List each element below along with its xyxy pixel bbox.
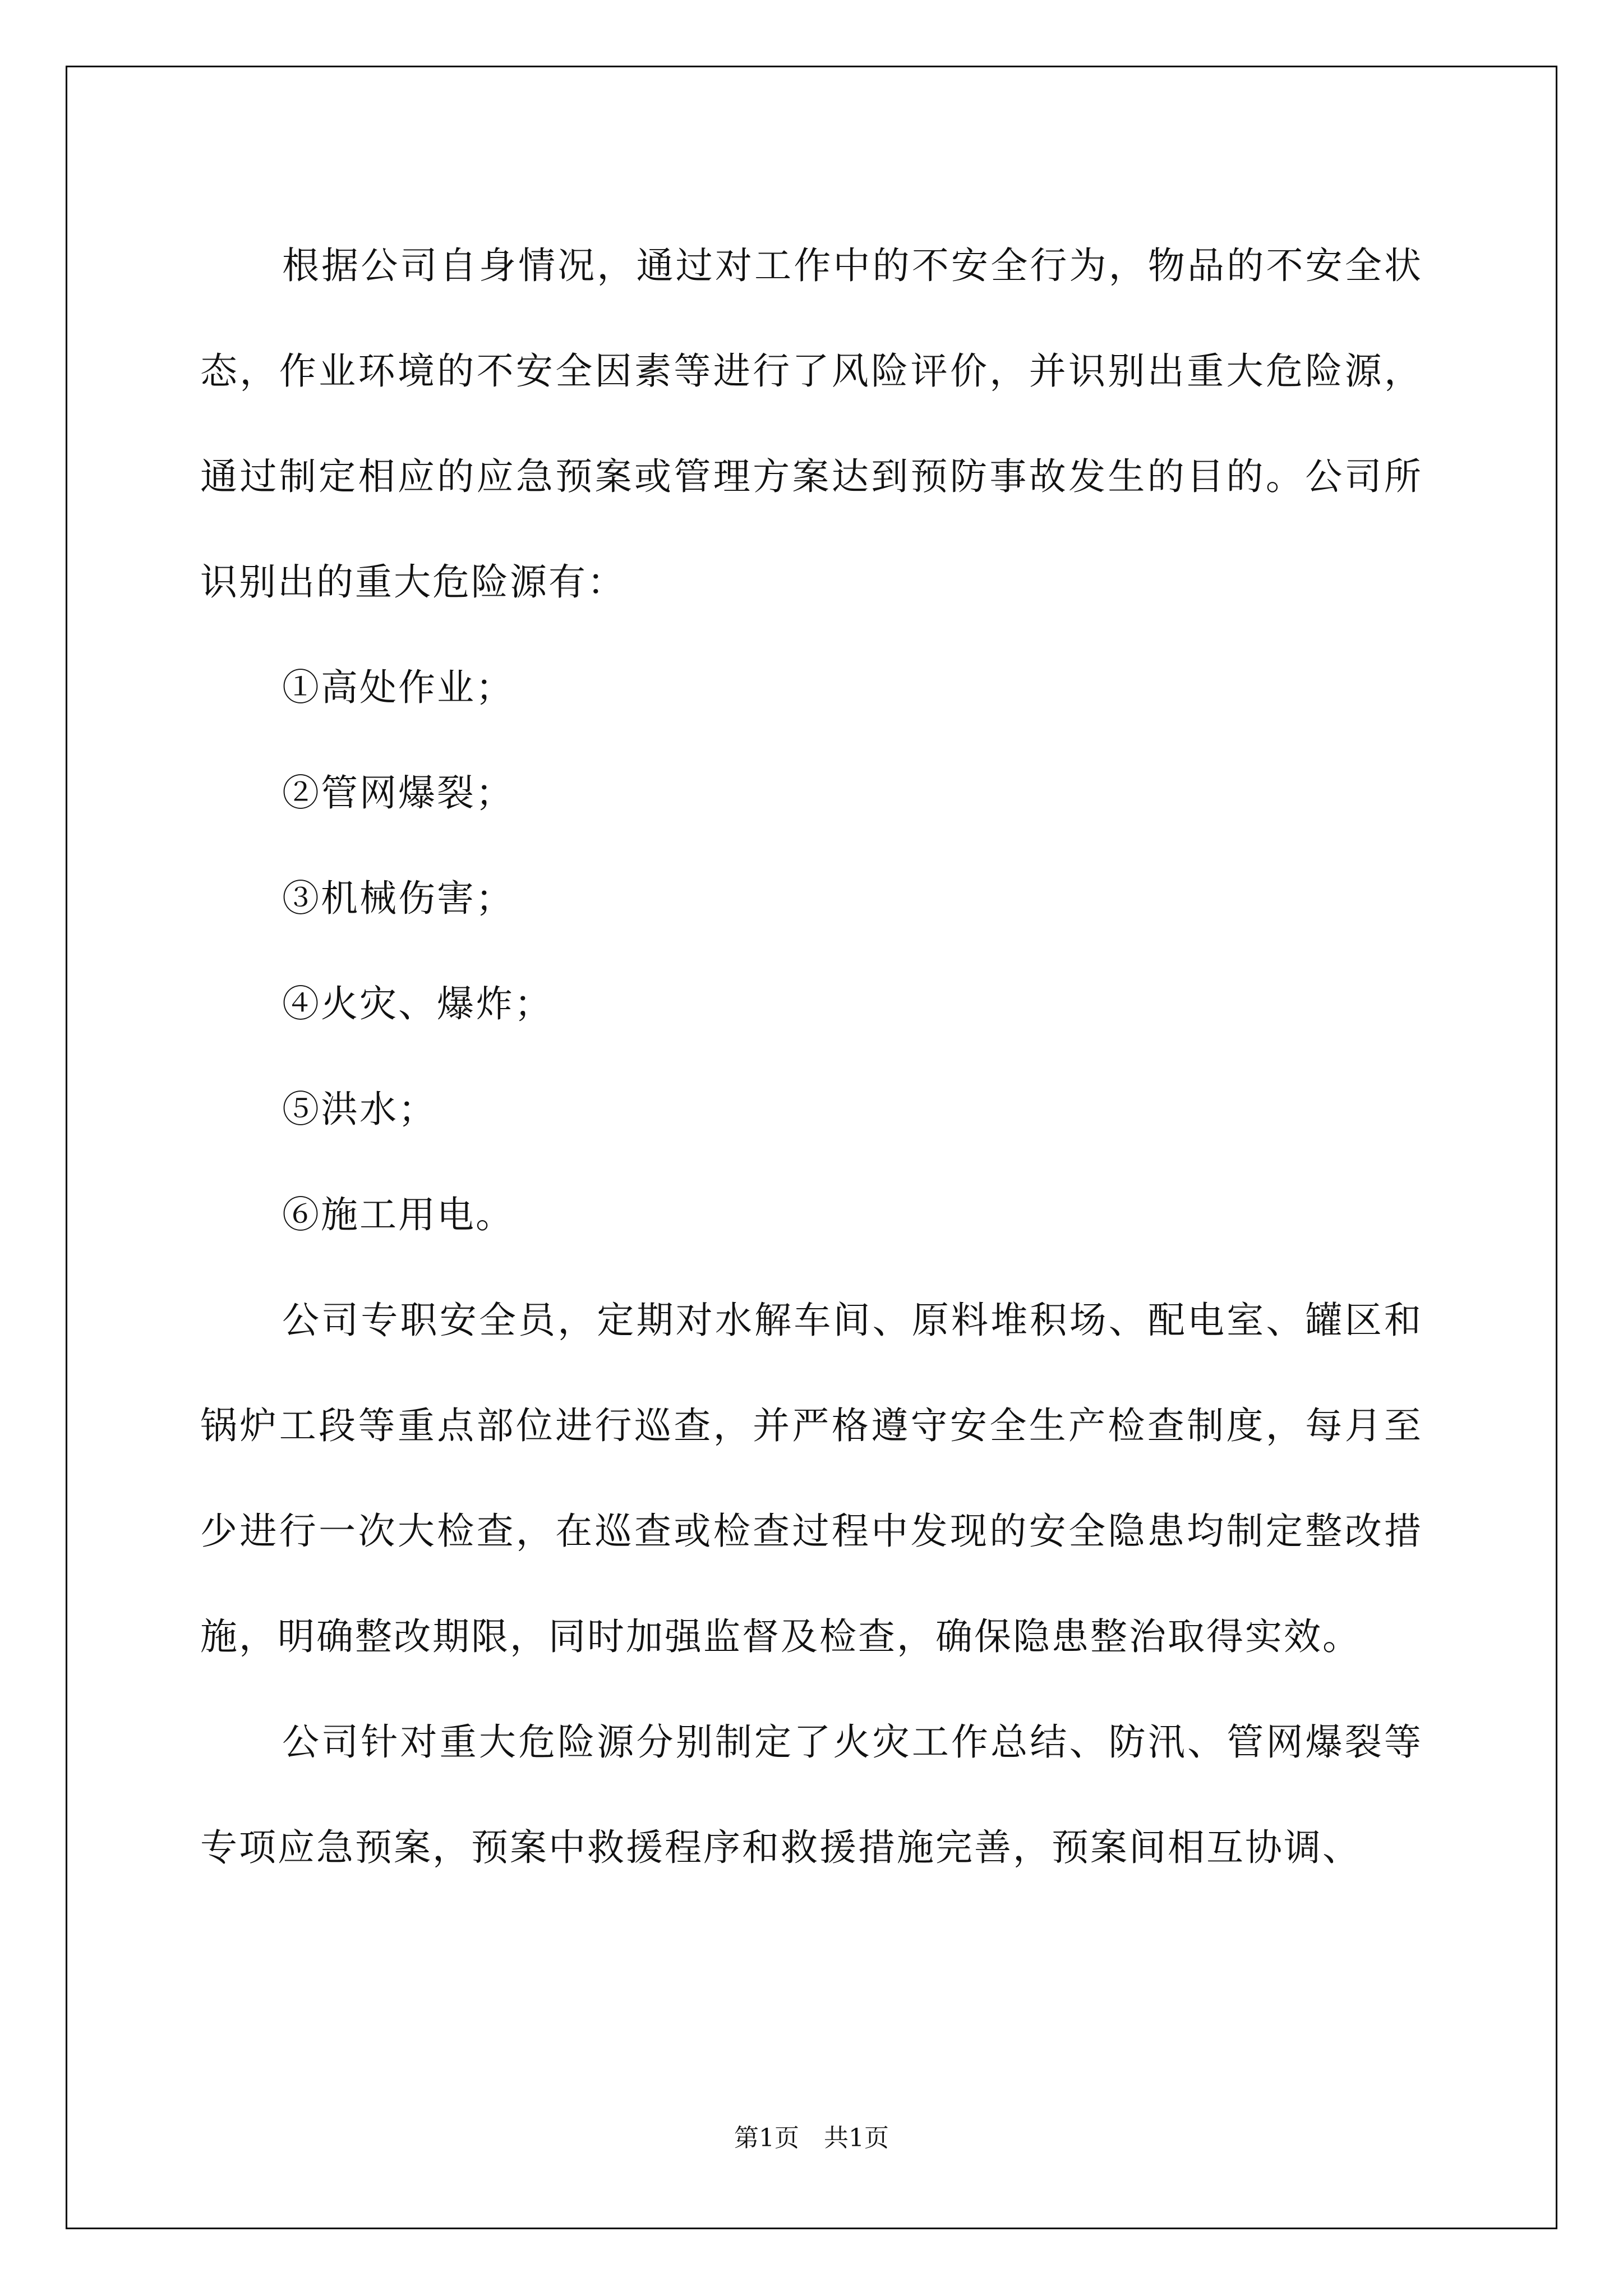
list-item-hazard-2: ②管网爆裂； bbox=[282, 771, 514, 815]
list-item-hazard-1: ①高处作业； bbox=[282, 666, 514, 709]
page-footer: 第1页 共1页 bbox=[734, 2124, 889, 2152]
paragraph-risk-assessment: 根据公司自身情况，通过对工作中的不安全行为，物品的不安全状态，作业环境的不安全因素等进行了风险评价，并识别出重大危险源，通过制定相应的应急预案或管理方案达到预防事故发生的目的。公司所识别出的重大危险源有： bbox=[200, 244, 1423, 604]
paragraph-emergency-plans: 公司针对重大危险源分别制定了火灾工作总结、防汛、管网爆裂等专项应急预案，预案中救援程序和救援措施完善，预案间相互协调、 bbox=[200, 1720, 1423, 1869]
document-body bbox=[200, 213, 1423, 1901]
list-item-hazard-4: ④火灾、爆炸； bbox=[282, 982, 553, 1025]
list-item-hazard-3: ③机械伤害； bbox=[282, 877, 514, 920]
paragraph-inspection: 公司专职安全员，定期对水解车间、原料堆积场、配电室、罐区和锅炉工段等重点部位进行巡查，并严格遵守安全生产检查制度，每月至少进行一次大检查，在巡查或检查过程中发现的安全隐患均制定整改措施，明确整改期限，同时加强监督及检查，确保隐患整治取得实效。 bbox=[200, 1299, 1423, 1658]
list-item-hazard-6: ⑥施工用电。 bbox=[282, 1193, 514, 1236]
list-item-hazard-5: ⑤洪水； bbox=[282, 1088, 437, 1131]
